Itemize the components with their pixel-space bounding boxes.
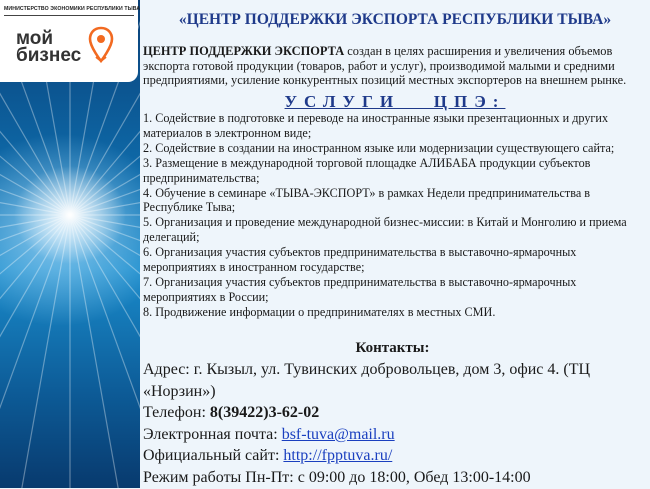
light-ray (70, 106, 140, 215)
intro-text: создан в целях расширения и увеличения объемов экспорта готовой продукции (товаров, работ и услуг), производимой малыми и средними предприятиями, усиление конкурентных позиций местных экспортеров на внешнем рынке. (143, 44, 627, 88)
divider (4, 15, 134, 16)
service-item: 8. Продвижение информации о предпринимателях в местных СМИ. (143, 304, 496, 319)
decorative-side-panel (0, 0, 140, 488)
logo (0, 0, 138, 82)
email-link[interactable]: bsf-tuva@mail.ru (281, 425, 395, 443)
website-link[interactable]: http://fpptuva.ru/ (283, 447, 393, 465)
intro-bold: ЦЕНТР ПОДДЕРЖКИ ЭКСПОРТА (143, 44, 345, 58)
page-title: «ЦЕНТР ПОДДЕРЖКИ ЭКСПОРТА РЕСПУБЛИКИ ТЫВА» (178, 11, 612, 28)
brand-line-2: бизнес (16, 45, 82, 66)
service-item: 2. Содействие в создании на иностранном языке или модернизации существующего сайта; (143, 140, 615, 155)
contacts-block (143, 359, 648, 489)
light-ray (0, 215, 70, 324)
service-item: 3. Размещение в международной торговой площадке АЛИБАБА продукции субъектов предпринимательства; (143, 155, 591, 185)
intro-paragraph (143, 44, 643, 88)
main-content (140, 0, 650, 488)
site-line (143, 445, 648, 467)
light-ray (70, 215, 126, 488)
service-item: 7. Организация участия субъектов предпринимательства в выставочно-ярмарочных мероприятиях в России; (143, 274, 577, 304)
contacts-heading: Контакты: (355, 340, 430, 356)
service-item: 4. Обучение в семинаре «ТЫВА-ЭКСПОРТ» в рамках Недели предпринимательства в Республике Тыва; (143, 185, 591, 215)
services-list (143, 111, 643, 320)
service-item: 5. Организация и проведение международной бизнес-миссии: в Китай и Монголию и приема делегаций; (143, 215, 627, 245)
phone-line (143, 402, 648, 424)
light-ray (0, 215, 70, 460)
email-label: Электронная почта: (143, 425, 282, 443)
working-hours: Режим работы Пн-Пт: с 09:00 до 18:00, Обед 13:00-14:00 (143, 468, 531, 486)
location-pin-icon (88, 26, 114, 64)
light-ray (0, 106, 70, 215)
light-ray (14, 215, 70, 488)
services-heading: УСЛУГИ ЦПЭ: (284, 92, 506, 111)
light-ray (70, 215, 140, 324)
address: Адрес: г. Кызыл, ул. Тувинских добровольцев, дом 3, офис 4. (ТЦ «Норзин») (143, 361, 591, 400)
ministry-label: МИНИСТЕРСТВО ЭКОНОМИКИ РЕСПУБЛИКИ ТЫВА (4, 6, 140, 12)
phone-label: Телефон: (143, 404, 206, 422)
service-item: 6. Организация участия субъектов предпринимательства в выставочно-ярмарочных мероприятиях в иностранном государстве; (143, 245, 577, 275)
light-ray (70, 215, 140, 375)
phone-value: 8(39422)3-62-02 (205, 404, 320, 422)
service-item: 1. Содействие в подготовке и переводе на иностранные языки презентационных и других материалов в электронном виде; (143, 111, 609, 140)
brand-name (16, 30, 81, 64)
brand-line-1: мой (16, 28, 54, 49)
site-label: Официальный сайт: (143, 447, 284, 465)
light-ray (70, 215, 140, 460)
light-ray (0, 215, 70, 375)
email-line (143, 424, 648, 446)
